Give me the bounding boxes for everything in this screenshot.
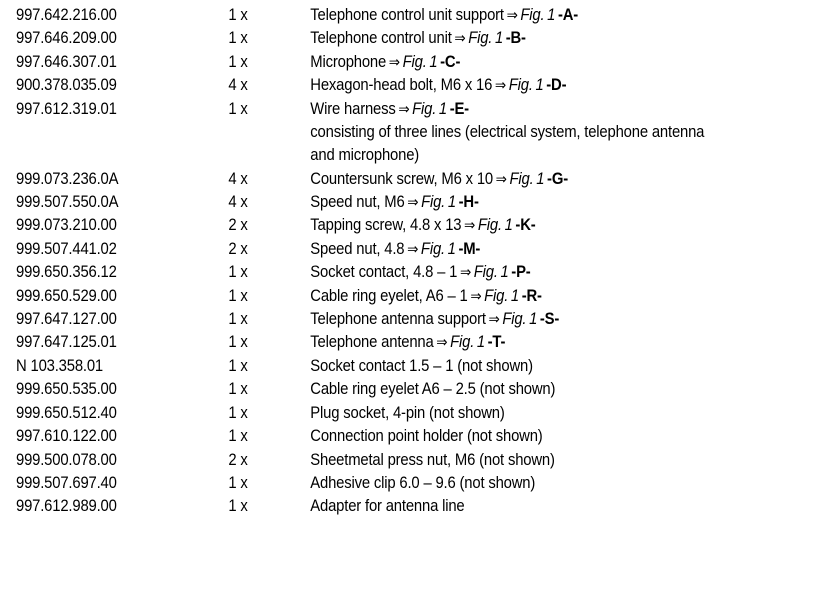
description-text: Cable ring eyelet A6 – 2.5 (not shown) xyxy=(310,380,556,399)
description xyxy=(310,98,806,168)
part-number: 999.650.529.00 xyxy=(16,286,117,305)
description-text: Speed nut, 4.8 xyxy=(310,239,405,258)
description-text: Countersunk screw, M6 x 10 xyxy=(310,169,493,188)
figure-reference: -T- xyxy=(487,333,506,352)
table-row xyxy=(16,214,806,237)
table-row xyxy=(16,425,806,448)
part-number: 999.073.210.00 xyxy=(16,216,117,235)
description-line xyxy=(310,495,806,518)
description-line xyxy=(310,449,806,472)
table-row xyxy=(16,495,806,518)
description-text: Tapping screw, 4.8 x 13 xyxy=(310,216,462,235)
figure-label: Fig. xyxy=(450,333,475,352)
quantity: 4 x xyxy=(228,193,248,212)
description xyxy=(310,355,806,378)
description-text: Cable ring eyelet, A6 – 1 xyxy=(310,286,468,305)
table-row xyxy=(16,355,806,378)
figure-label: Fig. xyxy=(421,193,446,212)
quantity: 4 x xyxy=(228,76,248,95)
description-text: Wire harness xyxy=(310,99,396,118)
description-text: Socket contact 1.5 – 1 (not shown) xyxy=(310,356,533,375)
part-number: 999.650.356.12 xyxy=(16,263,117,282)
part-number: 999.507.550.0A xyxy=(16,193,119,212)
double-arrow-icon: ⇒ xyxy=(454,30,466,48)
description xyxy=(310,238,806,261)
table-row xyxy=(16,449,806,472)
figure-label: Fig. xyxy=(508,76,533,95)
table-row xyxy=(16,261,806,284)
figure-number: 1 xyxy=(547,6,556,24)
description-line xyxy=(310,98,806,121)
double-arrow-icon: ⇒ xyxy=(407,240,419,258)
figure-number: 1 xyxy=(504,216,513,235)
description-text: Hexagon-head bolt, M6 x 16 xyxy=(310,76,493,95)
figure-label: Fig. xyxy=(468,29,493,48)
description-line xyxy=(310,261,806,284)
quantity: 2 x xyxy=(228,216,248,235)
description-text: Sheetmetal press nut, M6 (not shown) xyxy=(310,450,555,469)
part-number: 999.507.697.40 xyxy=(16,473,117,492)
quantity: 1 x xyxy=(228,356,248,375)
description-line xyxy=(310,355,806,378)
description-text: Adapter for antenna line xyxy=(310,497,465,516)
table-row xyxy=(16,378,806,401)
part-number: 900.378.035.09 xyxy=(16,76,117,95)
figure-reference: -P- xyxy=(511,263,531,282)
quantity: 1 x xyxy=(228,29,248,48)
description-text: Adhesive clip 6.0 – 9.6 (not shown) xyxy=(310,473,536,492)
quantity: 1 x xyxy=(228,99,248,118)
description-line xyxy=(310,402,806,425)
figure-label: Fig. xyxy=(477,216,502,235)
description-text: Telephone antenna xyxy=(310,333,434,352)
description-line xyxy=(310,191,806,214)
quantity: 1 x xyxy=(228,263,248,282)
quantity: 4 x xyxy=(228,169,248,188)
description-line xyxy=(310,214,806,237)
figure-reference: -G- xyxy=(547,169,568,188)
description xyxy=(310,425,806,448)
part-number: 997.647.125.01 xyxy=(16,333,117,352)
quantity: 1 x xyxy=(228,380,248,399)
description-text: Speed nut, M6 xyxy=(310,193,405,212)
description xyxy=(310,51,806,74)
quantity: 1 x xyxy=(228,403,248,422)
double-arrow-icon: ⇒ xyxy=(506,7,518,24)
description-line xyxy=(310,378,806,401)
quantity: 1 x xyxy=(228,473,248,492)
description-text: Telephone antenna support xyxy=(310,310,486,329)
description xyxy=(310,308,806,331)
figure-number: 1 xyxy=(429,52,438,71)
description-line xyxy=(310,472,806,495)
part-number: 999.650.535.00 xyxy=(16,380,117,399)
figure-reference: -K- xyxy=(515,216,536,235)
figure-reference: -D- xyxy=(546,76,567,95)
description-line xyxy=(310,27,806,50)
figure-reference: -B- xyxy=(505,29,526,48)
part-number: 997.612.989.00 xyxy=(16,497,117,516)
description xyxy=(310,495,806,518)
double-arrow-icon: ⇒ xyxy=(398,100,410,118)
part-number: 999.650.512.40 xyxy=(16,403,117,422)
part-number: 997.646.209.00 xyxy=(16,29,117,48)
description xyxy=(310,402,806,425)
quantity: 1 x xyxy=(228,333,248,352)
part-number: 997.610.122.00 xyxy=(16,427,117,446)
table-row xyxy=(16,308,806,331)
figure-number: 1 xyxy=(476,333,485,352)
quantity: 2 x xyxy=(228,239,248,258)
figure-label: Fig. xyxy=(509,169,534,188)
figure-label: Fig. xyxy=(402,52,427,71)
description-detail: consisting of three lines (electrical system, telephone antenna xyxy=(310,123,705,142)
figure-number: 1 xyxy=(447,193,456,212)
description-line xyxy=(310,4,806,27)
table-row xyxy=(16,402,806,425)
description xyxy=(310,4,806,27)
figure-number: 1 xyxy=(510,286,519,305)
description-text: Socket contact, 4.8 – 1 xyxy=(310,263,458,282)
part-number: 999.500.078.00 xyxy=(16,450,117,469)
figure-number: 1 xyxy=(536,169,545,188)
table-row xyxy=(16,51,806,74)
description-detail: and microphone) xyxy=(310,146,420,165)
description-line xyxy=(310,74,806,97)
figure-number: 1 xyxy=(438,99,447,118)
part-number: 997.646.307.01 xyxy=(16,52,117,71)
table-row xyxy=(16,168,806,191)
double-arrow-icon: ⇒ xyxy=(436,334,448,352)
table-row xyxy=(16,331,806,354)
double-arrow-icon: ⇒ xyxy=(495,170,507,188)
description-line xyxy=(310,331,806,354)
double-arrow-icon: ⇒ xyxy=(470,287,482,305)
description xyxy=(310,331,806,354)
description xyxy=(310,191,806,214)
double-arrow-icon: ⇒ xyxy=(407,194,419,212)
figure-reference: -A- xyxy=(557,6,579,24)
figure-label: Fig. xyxy=(502,310,527,329)
description xyxy=(310,472,806,495)
table-row xyxy=(16,285,806,308)
figure-number: 1 xyxy=(529,310,538,329)
description-line xyxy=(310,51,806,74)
table-row xyxy=(16,472,806,495)
description-text: Plug socket, 4-pin (not shown) xyxy=(310,403,505,422)
table-row xyxy=(16,98,806,168)
description-text: Telephone control unit xyxy=(310,29,452,48)
part-number: 997.642.216.00 xyxy=(16,6,117,24)
description-line xyxy=(310,308,806,331)
quantity: 1 x xyxy=(228,497,248,516)
quantity: 1 x xyxy=(228,310,248,329)
description-text: Telephone control unit support xyxy=(310,6,504,24)
quantity: 1 x xyxy=(228,286,248,305)
table-row xyxy=(16,191,806,214)
description xyxy=(310,168,806,191)
double-arrow-icon: ⇒ xyxy=(494,77,507,95)
double-arrow-icon: ⇒ xyxy=(388,53,400,71)
part-number: N 103.358.01 xyxy=(16,356,104,375)
table-row xyxy=(16,238,806,261)
part-number: 999.073.236.0A xyxy=(16,169,119,188)
quantity: 2 x xyxy=(228,450,248,469)
description-text: Microphone xyxy=(310,52,387,71)
table-row xyxy=(16,74,806,97)
description-line xyxy=(310,168,806,191)
part-number: 997.612.319.01 xyxy=(16,99,117,118)
figure-label: Fig. xyxy=(520,6,545,24)
description-line xyxy=(310,238,806,261)
double-arrow-icon: ⇒ xyxy=(459,264,472,282)
figure-number: 1 xyxy=(447,239,456,258)
description xyxy=(310,449,806,472)
figure-reference: -R- xyxy=(521,286,542,305)
description xyxy=(310,261,806,284)
figure-number: 1 xyxy=(494,29,504,48)
double-arrow-icon: ⇒ xyxy=(488,311,500,329)
description xyxy=(310,214,806,237)
quantity: 1 x xyxy=(228,427,248,446)
part-number: 997.647.127.00 xyxy=(16,310,117,329)
description-line xyxy=(310,425,806,448)
quantity: 1 x xyxy=(228,6,248,24)
figure-label: Fig. xyxy=(484,286,509,305)
figure-reference: -S- xyxy=(539,310,560,329)
figure-label: Fig. xyxy=(473,263,498,282)
double-arrow-icon: ⇒ xyxy=(464,217,476,235)
table-row xyxy=(16,27,806,50)
parts-list xyxy=(16,4,806,519)
table-row xyxy=(16,4,806,27)
figure-reference: -H- xyxy=(458,193,479,212)
description xyxy=(310,285,806,308)
description xyxy=(310,74,806,97)
figure-reference: -E- xyxy=(449,99,469,118)
figure-label: Fig. xyxy=(412,99,437,118)
description-line xyxy=(310,285,806,308)
description xyxy=(310,378,806,401)
part-number: 999.507.441.02 xyxy=(16,239,117,258)
description xyxy=(310,27,806,50)
figure-reference: -M- xyxy=(458,239,481,258)
figure-number: 1 xyxy=(500,263,509,282)
figure-reference: -C- xyxy=(440,52,461,71)
quantity: 1 x xyxy=(228,52,248,71)
description-text: Connection point holder (not shown) xyxy=(310,427,543,446)
figure-number: 1 xyxy=(535,76,544,95)
figure-label: Fig. xyxy=(420,239,445,258)
